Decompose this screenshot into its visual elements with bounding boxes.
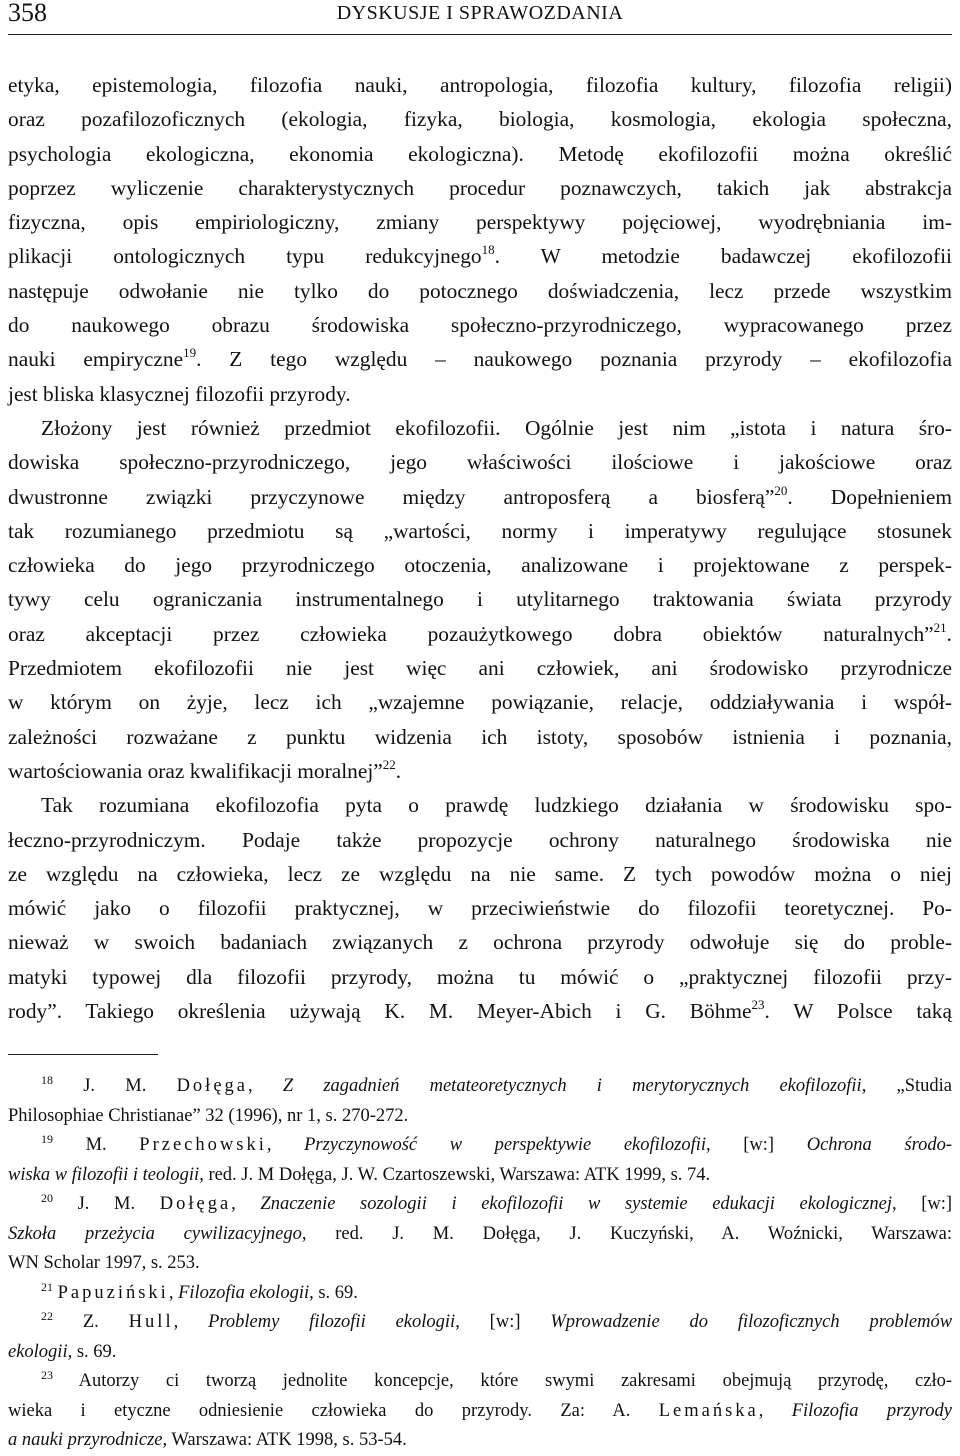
footnotes bbox=[8, 1072, 952, 1456]
footnote-line: wieka i etyczne odniesienie człowieka do przyrody. Za: A. Lemańska, Filozofia przyrody bbox=[8, 1400, 952, 1421]
text-line: ze względu na człowieka, lecz ze względu na nie same. Z tych powodów można o niej bbox=[8, 861, 952, 886]
footnote-number: 23 bbox=[41, 1368, 53, 1382]
footnote-line: ekologii, s. 69. bbox=[8, 1341, 117, 1362]
text-line: tak rozumianego przedmiotu są „wartości, normy i imperatywy regulujące stosunek bbox=[8, 518, 952, 543]
text-line: fizyczna, opis empiriologiczny, zmiany perspektywy pojęciowej, wyodrębniania im- bbox=[8, 210, 952, 235]
text-line: poprzez wyliczenie charakterystycznych procedur poznawczych, takich jak abstrakcja bbox=[8, 175, 952, 200]
paragraph-start: Tak rozumiana ekofilozofia pyta o prawdę ludzkiego działania w środowisku spo- bbox=[41, 793, 952, 818]
text-line: dowiska społeczno-przyrodniczego, jego właściwości ilościowe i jakościowe oraz bbox=[8, 450, 952, 475]
text-line: tywy celu ograniczania instrumentalnego i utylitarnego traktowania świata przyrody bbox=[8, 587, 952, 612]
author-name: Przechowski bbox=[139, 1135, 267, 1155]
text-line: matyki typowej dla filozofii przyrody, można tu mówić o „praktycznej filozofii przy- bbox=[8, 964, 952, 989]
footnote-ref[interactable]: 22 bbox=[382, 756, 396, 772]
text-line: oraz akceptacji przez człowieka pozaużytkowego dobra obiektów naturalnych”$^{21}$. bbox=[8, 619, 952, 646]
work-title: Problemy filozofii ekologii bbox=[208, 1312, 456, 1332]
text-line: oraz pozafilozoficznych (ekologia, fizyka, biologia, kosmologia, ekologia społeczna, bbox=[8, 107, 952, 132]
author-name: Hull bbox=[128, 1312, 174, 1332]
footnote-ref[interactable]: 19 bbox=[183, 345, 197, 361]
footnote-number: 18 bbox=[41, 1073, 53, 1087]
footnote-rule bbox=[8, 1054, 158, 1055]
footnote-line: Szkoła przeżycia cywilizacyjnego, red. J. M. Dołęga, J. Kuczyński, A. Woźnicki, Warszawa: bbox=[8, 1223, 952, 1244]
page-number: 358 bbox=[8, 0, 47, 27]
text-line: plikacji ontologicznych typu redukcyjnego$^{18}$. W metodzie badawczej ekofilozofii bbox=[8, 242, 952, 269]
work-title: Znaczenie sozologii i ekofilozofii w systemie edukacji ekologicznej bbox=[260, 1194, 892, 1214]
footnote-line: WN Scholar 1997, s. 253. bbox=[8, 1253, 200, 1273]
footnote-number: 19 bbox=[41, 1132, 53, 1146]
work-title: Z zagadnień metateoretycznych i merytorycznych ekofilozofii bbox=[282, 1076, 862, 1096]
footnote-ref[interactable]: 21 bbox=[933, 619, 947, 635]
footnote-ref[interactable]: 20 bbox=[774, 482, 788, 498]
footnote-22: $^{22}$ Z. Hull, Problemy filozofii ekologii, [w:] Wprowadzenie do filozoficznych problemów bbox=[41, 1309, 953, 1332]
text-line: do naukowego obrazu środowiska społeczno-przyrodniczego, wypracowanego przez bbox=[8, 313, 952, 338]
footnote-18: $^{18}$ J. M. Dołęga, Z zagadnień metateoretycznych i merytorycznych ekofilozofii, „Studia bbox=[41, 1073, 953, 1096]
footnote-20: $^{20}$ J. M. Dołęga, Znaczenie sozologii i ekofilozofii w systemie edukacji ekologicznej, [w:] bbox=[41, 1191, 953, 1214]
author-name: Lemańska bbox=[658, 1400, 759, 1421]
text-line: nauki empiryczne$^{19}$. Z tego względu – naukowego poznania przyrody – ekofilozofia bbox=[8, 345, 952, 372]
page-header bbox=[8, 0, 952, 30]
footnote-19: $^{19}$ M. Przechowski, Przyczynowość w perspektywie ekofilozofii, [w:] Ochrona środo- bbox=[41, 1132, 953, 1155]
text-line: dwustronne związki przyczynowe między antroposferą a biosferą”$^{20}$. Dopełnieniem bbox=[8, 482, 952, 509]
header-rule bbox=[8, 34, 952, 35]
text-line: łeczno-przyrodniczym. Podaje także propozycje ochrony naturalnego środowiska nie bbox=[8, 827, 952, 852]
text-line: psychologia ekologiczna, ekonomia ekologiczna). Metodę ekofilozofii można określić bbox=[8, 141, 952, 166]
footnote-line: Philosophiae Christianae” 32 (1996), nr 1, s. 270-272. bbox=[8, 1105, 409, 1126]
footnote-ref[interactable]: 23 bbox=[751, 997, 765, 1013]
work-title: Przyczynowość w perspektywie ekofilozofii bbox=[304, 1135, 707, 1155]
footnote-number: 21 bbox=[41, 1279, 53, 1294]
text-line: w którym on żyje, lecz ich „wzajemne powiązanie, relacje, oddziaływania i współ- bbox=[8, 690, 952, 715]
author-name: Dołęga bbox=[176, 1076, 248, 1096]
text-line: wartościowania oraz kwalifikacji moralnej”$^{22}$. bbox=[8, 756, 402, 783]
text-line: Przedmiotem ekofilozofii nie jest więc ani człowiek, ani środowisko przyrodnicze bbox=[8, 656, 952, 681]
footnote-21: $^{21}$ Papuziński, Filozofia ekologii, s. 69. bbox=[41, 1279, 358, 1303]
body-text bbox=[8, 68, 952, 1028]
footnote-23: $^{23}$ Autorzy ci tworzą jednolite koncepcje, które swymi zakresami obejmują przyrodę, czło- bbox=[41, 1368, 952, 1391]
text-line: jest bliska klasycznej filozofii przyrody. bbox=[8, 381, 351, 406]
text-line: następuje odwołanie nie tylko do potocznego doświadczenia, lecz przede wszystkim bbox=[8, 278, 952, 303]
footnote-number: 22 bbox=[41, 1309, 53, 1323]
footnote-number: 20 bbox=[41, 1191, 53, 1205]
work-title: Filozofia ekologii bbox=[178, 1282, 310, 1303]
author-name: Papuziński bbox=[57, 1282, 169, 1303]
footnote-line: wiska w filozofii i teologii, red. J. M Dołęga, J. W. Czartoszewski, Warszawa: ATK 1999, s. 74. bbox=[8, 1164, 711, 1185]
author-name: Dołęga bbox=[159, 1194, 232, 1214]
text-line: rody”. Takiego określenia używają K. M. Meyer-Abich i G. Böhme$^{23}$. W Polsce taką bbox=[8, 997, 952, 1024]
text-line: nieważ w swoich badaniach związanych z ochrona przyrody odwołuje się do proble- bbox=[8, 930, 952, 955]
running-title: DYSKUSJE I SPRAWOZDANIA bbox=[336, 2, 624, 24]
text-line: zależności rozważane z punktu widzenia ich istoty, sposobów istnienia i poznania, bbox=[8, 724, 952, 749]
paragraph-start: Złożony jest również przedmiot ekofilozofii. Ogólnie jest nim „istota i natura śro- bbox=[41, 415, 952, 440]
text-line: etyka, epistemologia, filozofia nauki, antropologia, filozofia kultury, filozofia religii) bbox=[8, 73, 952, 97]
footnote-line: a nauki przyrodnicze, Warszawa: ATK 1998, s. 53-54. bbox=[8, 1430, 407, 1450]
text-line: człowieka do jego przyrodniczego otoczenia, analizowane i projektowane z perspek- bbox=[8, 553, 952, 578]
footnote-ref[interactable]: 18 bbox=[481, 242, 495, 258]
text-line: mówić jako o filozofii praktycznej, w przeciwieństwie do filozofii teoretycznej. Po- bbox=[8, 896, 952, 921]
